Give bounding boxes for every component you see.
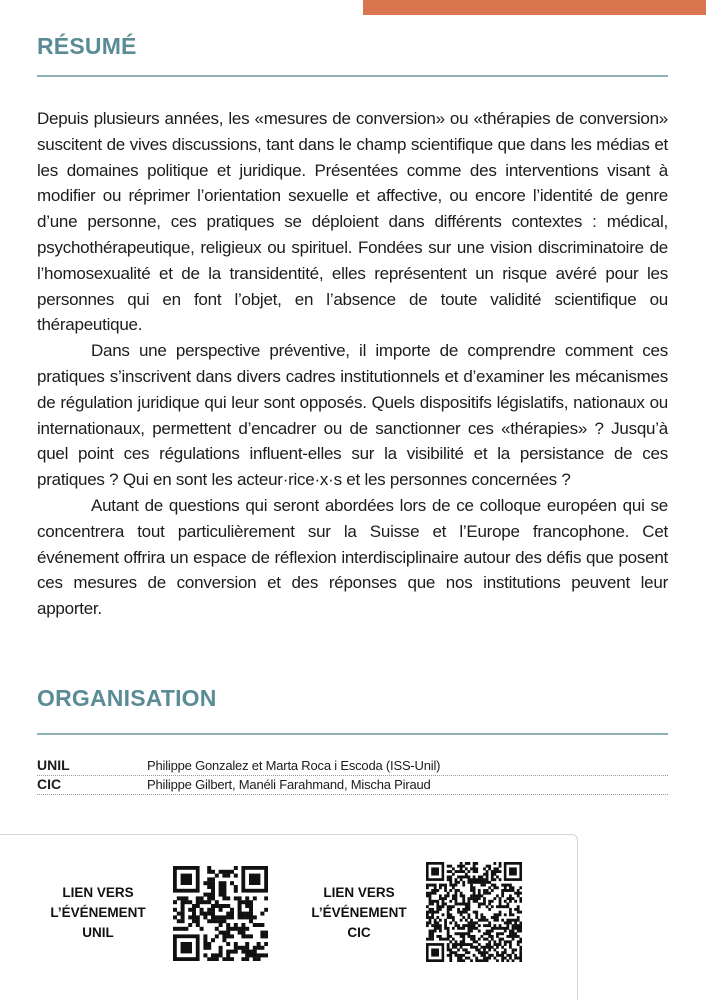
resume-paragraph-2: Dans une perspective préventive, il importe de comprendre comment ces pratiques s’inscrivent dans divers cadres institutionnels et d’examiner les mécanismes de régulation juridique qui leur sont opposés. Quels dispositifs législatifs, nationaux ou internationaux, permettent d’encadrer ou de sanctionner ces «thérapies» ? Jusqu’à quel point ces régulations influent-elles sur la visibilité et la persistance de ces pratiques ? Qui en sont les acteur·rice·x·s et les personnes concernées ? [37,341,668,490]
resume-paragraph-1: Depuis plusieurs années, les «mesures de conversion» ou «thérapies de conversion» suscitent de vives discussions, tant dans le champ scientifique que dans les médias et les domaines politique et juridique. Présentées comme des interventions visant à modifier ou réprimer l’orientation sexuelle et affective, ou encore l’identité de genre d’une personne, ces pratiques se déploient dans différents contextes : médical, psychothérapeutique, religieux ou spirituel. Fondées sur une vision discriminatoire de l’homosexualité et de la transidentité, elles représentent un risque avéré pour les personnes qui en font l’objet, en l’absence de toute validité scientifique ou thérapeutique. [37,109,668,335]
organisation-institution: CIC [37,776,62,792]
unil-qr-code-icon[interactable] [173,866,268,961]
organisation-row [37,776,668,795]
resume-paragraph-3: Autant de questions qui seront abordées lors de ce colloque européen qui se concentrera tout particulièrement sur la Suisse et l’Europe francophone. Cet événement offrira un espace de réflexion interdisciplinaire autour des défis que posent ces mesures de conversion et des réponses que nos institutions peuvent leur apporter. [37,495,668,619]
organisation-divider [37,733,668,735]
organisation-row [37,757,668,776]
cic-link-line-2: L’ÉVÉNEMENT [311,905,407,920]
organisation-members: Philippe Gilbert, Manéli Farahmand, Mischa Piraud [147,777,431,792]
cic-link-line-1: LIEN VERS [323,885,395,900]
resume-body [37,106,668,622]
organisation-table [37,757,668,795]
unil-link-label [33,883,163,943]
cic-qr-code-icon[interactable] [426,862,522,962]
organisation-members: Philippe Gonzalez et Marta Roca i Escoda (ISS-Unil) [147,758,441,773]
organisation-heading: ORGANISATION [37,685,217,711]
resume-divider [37,75,668,77]
organisation-institution: UNIL [37,757,70,773]
resume-heading: RÉSUMÉ [37,33,137,59]
top-accent-bar [363,0,706,15]
cic-link-line-3: CIC [347,925,371,940]
unil-link-line-2: L’ÉVÉNEMENT [50,905,146,920]
unil-link-line-3: UNIL [82,925,114,940]
unil-link-line-1: LIEN VERS [62,885,134,900]
cic-link-label [294,883,424,943]
